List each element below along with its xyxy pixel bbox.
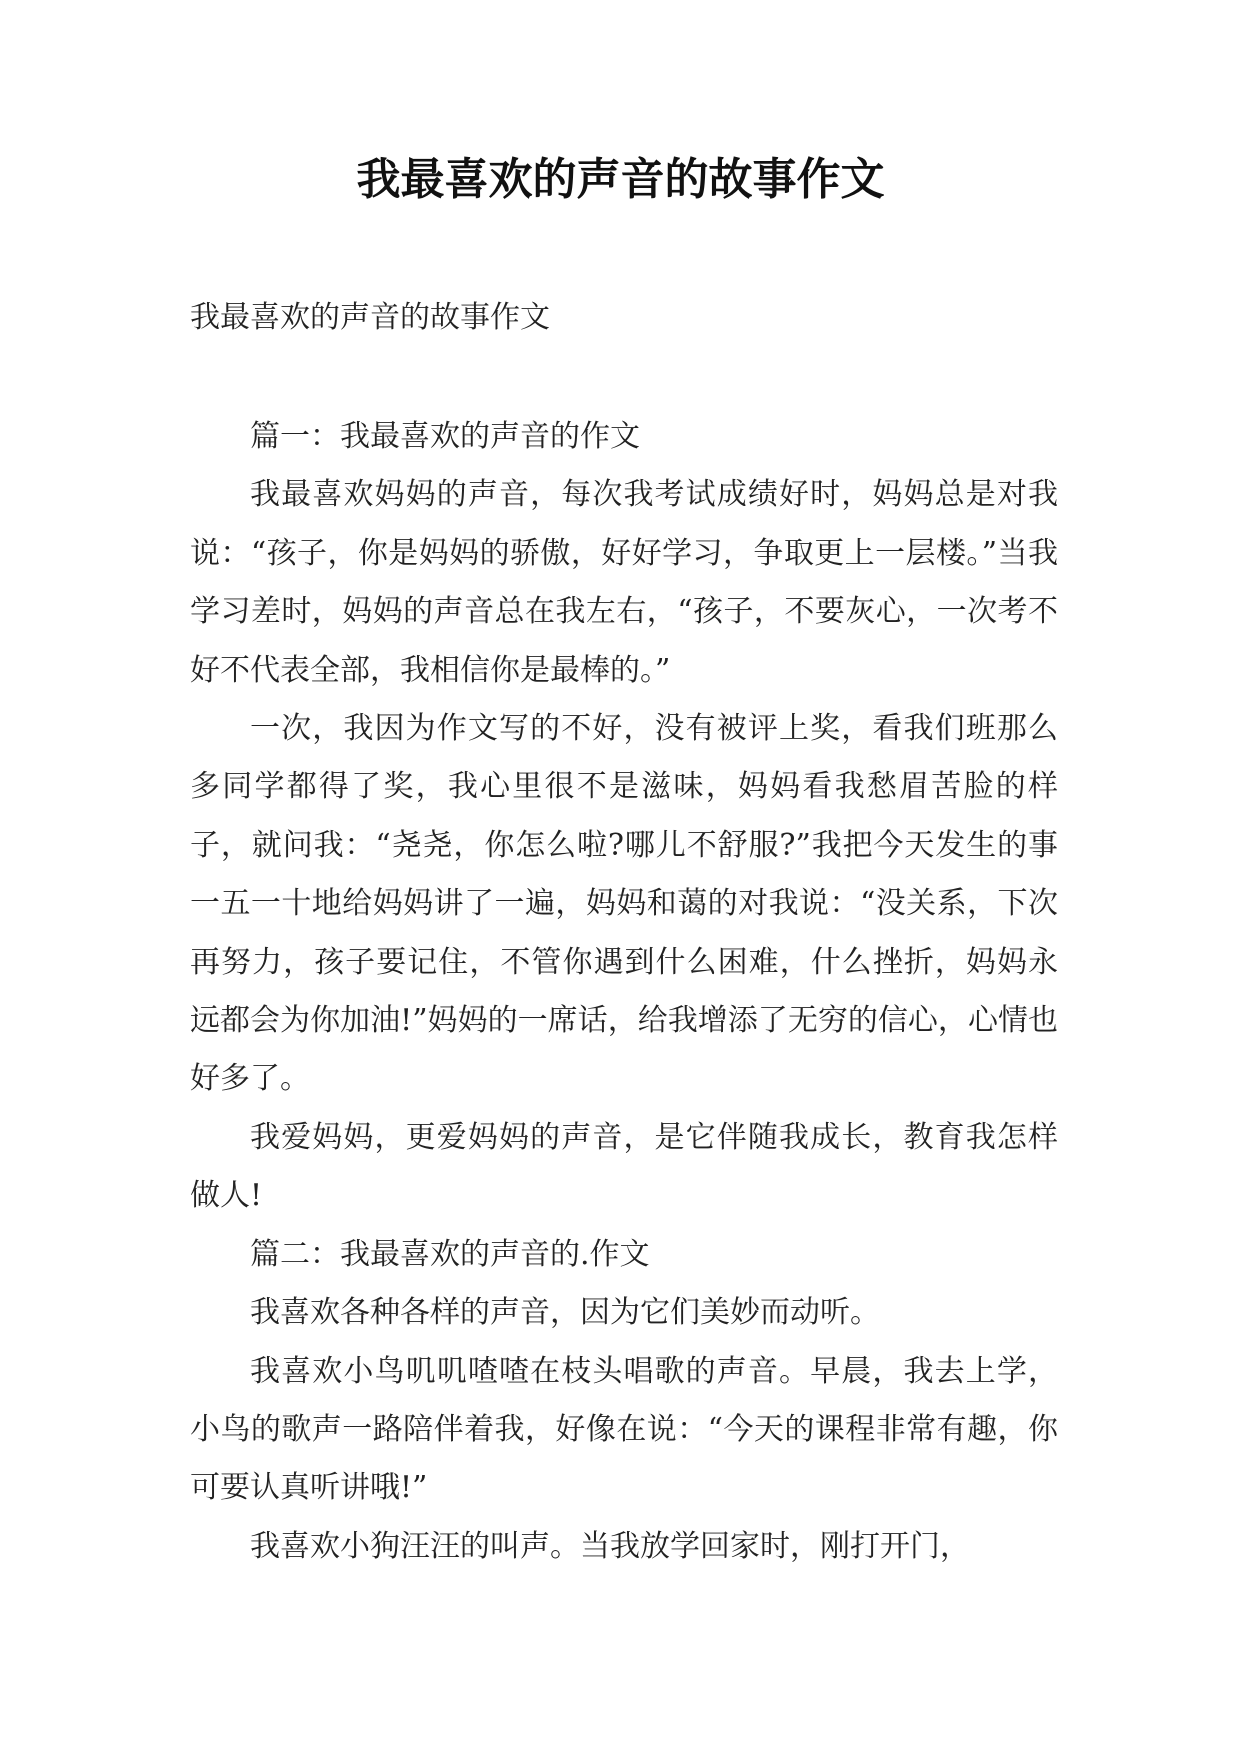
paragraph: 我喜欢小鸟叽叽喳喳在枝头唱歌的声音。早晨，我去上学，小鸟的歌声一路陪伴着我，好像在说：“今天的课程非常有趣，你可要认真听讲哦!”: [190, 1353, 1058, 1506]
section-heading: 篇一：我最喜欢的声音的作文: [250, 419, 640, 454]
document-subtitle: 我最喜欢的声音的故事作文: [190, 300, 550, 335]
section-heading: 篇二：我最喜欢的声音的.作文: [250, 1236, 650, 1272]
paragraph: 我最喜欢妈妈的声音，每次我考试成绩好时，妈妈总是对我说：“孩子，你是妈妈的骄傲，好好学习，争取更上一层楼。”当我学习差时，妈妈的声音总在我左右，“孩子，不要灰心，一次考不好不代表全部，我相信你是最棒的。”: [190, 477, 1058, 688]
document-title: 我最喜欢的声音的故事作文: [356, 154, 885, 205]
paragraph: 一次，我因为作文写的不好，没有被评上奖，看我们班那么多同学都得了奖，我心里很不是滋味，妈妈看我愁眉苦脸的样子，就问我：“尧尧，你怎么啦?哪儿不舒服?”我把今天发生的事一五一十地给妈妈讲了一遍，妈妈和蔼的对我说：“没关系，下次再努力，孩子要记住，不管你遇到什么困难，什么挫折，妈妈永远都会为你加油!”妈妈的一席话，给我增添了无穷的信心，心情也好多了。: [190, 711, 1058, 1097]
document-body: [190, 408, 1058, 1576]
paragraph: 我喜欢小狗汪汪的叫声。当我放学回家时，刚打开门，: [250, 1528, 970, 1564]
paragraph: 我爱妈妈，更爱妈妈的声音，是它伴随我成长，教育我怎样做人!: [190, 1119, 1058, 1214]
paragraph: 我喜欢各种各样的声音，因为它们美妙而动听。: [250, 1295, 880, 1331]
